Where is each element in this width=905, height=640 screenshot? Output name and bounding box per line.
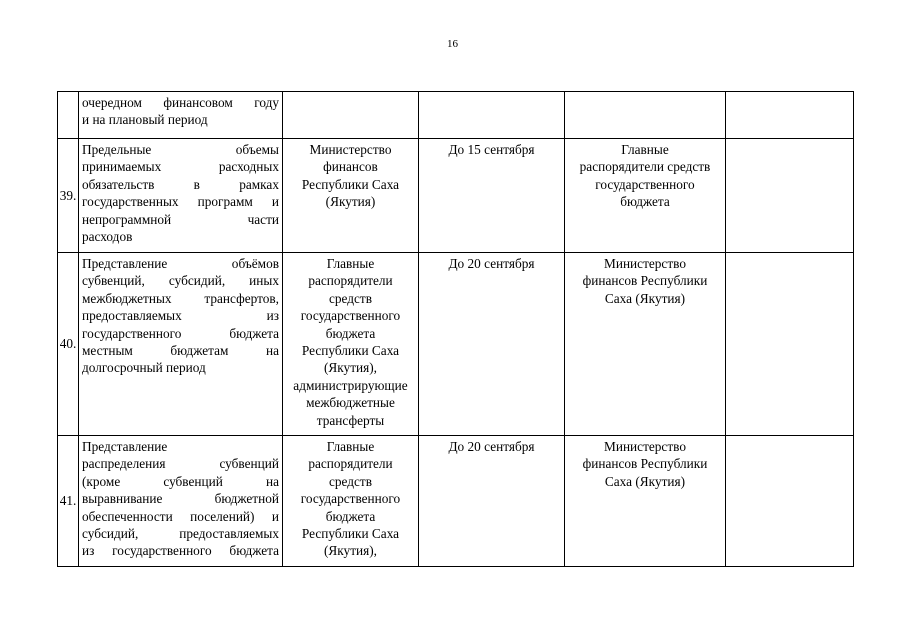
cell-line: средств [328,473,373,489]
note [726,253,854,436]
table-row [58,436,854,567]
schedule-table [57,91,854,567]
cell-line: (Якутия) [325,194,376,210]
cell-line: Министерство [604,256,686,271]
cell-line: финансов Республики [582,273,708,289]
cell-line: из государственного бюджета [82,543,279,559]
cell-line: Республики Саха [301,343,400,359]
cell-line: межбюджетных трансфертов, [82,290,279,306]
cell-line: государственного бюджета [82,325,279,341]
cell-line: выравнивание бюджетной [82,491,279,507]
cell-line: расходов [82,229,133,245]
cell-line: долгосрочный период [82,360,206,376]
executor [283,92,419,139]
item-name [79,253,283,436]
row-number: 39. [58,139,79,253]
cell-line: государственных программ и [82,194,279,210]
cell-line: субвенций, субсидий, иных [82,273,279,289]
cell-line: Главные [326,439,375,454]
table-row [58,253,854,436]
cell-line: бюджета [620,194,670,210]
cell-line: обеспеченности поселений) и [82,508,279,524]
cell-line: Министерство [309,142,392,157]
cell-line: Саха (Якутия) [604,290,686,306]
note [726,92,854,139]
cell-line: Предельные объемы [82,142,279,157]
item-name [79,139,283,253]
executor [283,436,419,567]
cell-line: Представление [82,439,168,454]
deadline: До 20 сентября [419,253,565,436]
cell-line: предоставляемых из [82,308,279,324]
cell-line: государственного [300,308,401,324]
cell-line: Саха (Якутия) [604,473,686,489]
cell-line: местным бюджетам на [82,343,279,359]
cell-line: и на плановый период [82,112,208,128]
cell-line: Представление объёмов [82,256,279,271]
page-number: 16 [447,38,458,50]
cell-line: бюджета [325,508,376,524]
row-number: 40. [58,253,79,436]
item-name [79,92,283,139]
cell-line: очередном финансовом году [82,95,279,110]
cell-line: Главные [326,256,375,271]
deadline [419,92,565,139]
cell-line: распорядители [308,456,393,472]
table-row [58,92,854,139]
cell-line: Министерство [604,439,686,454]
recipient [565,436,726,567]
cell-line: (Якутия), [323,360,377,376]
cell-line: распорядители [308,273,393,289]
row-number: 41. [58,436,79,567]
deadline: До 15 сентября [419,139,565,253]
cell-line: распределения субвенций [82,456,279,472]
cell-line: Главные [621,142,669,157]
cell-line: администрирующие [293,377,408,393]
cell-line: государственного [300,491,401,507]
cell-line: непрограммной части [82,211,279,227]
cell-line: финансов Республики [582,456,708,472]
item-name [79,436,283,567]
recipient [565,139,726,253]
executor [283,253,419,436]
note [726,139,854,253]
cell-line: принимаемых расходных [82,159,279,175]
recipient [565,92,726,139]
cell-line: бюджета [325,325,376,341]
table-row [58,139,854,253]
cell-line: Республики Саха [301,176,400,192]
cell-line: межбюджетные [306,395,395,411]
executor [283,139,419,253]
cell-line: (кроме субвенций на [82,473,279,489]
cell-line: обязательств в рамках [82,176,279,192]
note [726,436,854,567]
cell-line: (Якутия), [323,543,377,559]
cell-line: средств [328,290,373,306]
cell-line: распорядители средств [579,159,711,175]
cell-line: государственного [595,176,695,192]
cell-line: трансферты [316,412,385,428]
recipient [565,253,726,436]
row-number [58,92,79,139]
cell-line: Республики Саха [301,526,400,542]
deadline: До 20 сентября [419,436,565,567]
cell-line: финансов [323,159,378,175]
cell-line: субсидий, предоставляемых [82,526,279,542]
